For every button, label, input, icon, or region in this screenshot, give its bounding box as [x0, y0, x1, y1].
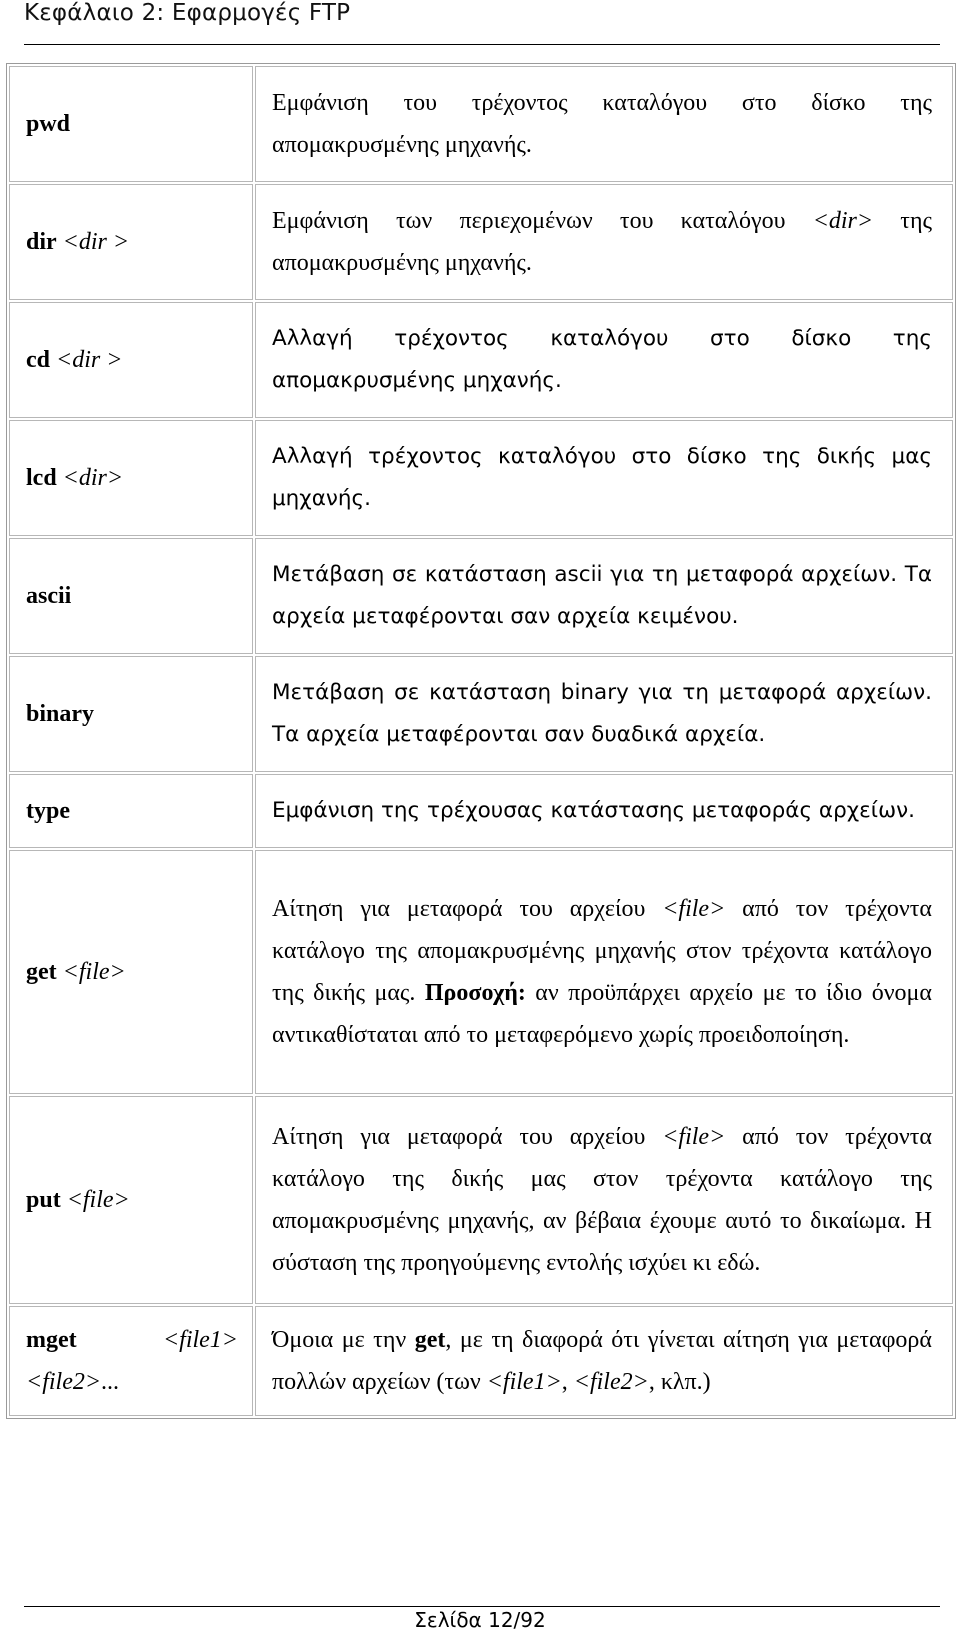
- description-cell: [255, 302, 953, 418]
- command-cell: [9, 774, 253, 848]
- description-text: Αίτηση για μεταφορά του αρχείου: [272, 1124, 663, 1150]
- description-text: ,: [561, 1369, 574, 1395]
- description-text: από τον τρέχοντα κατάλογο της απομακρυσμένης μηχανής στον τρέχοντα κατάλογο της δικής μας.: [272, 896, 932, 1006]
- command-name: pwd: [26, 111, 71, 137]
- command-name: ascii: [26, 583, 72, 609]
- table-row: [9, 1306, 953, 1416]
- command-cell: [9, 850, 253, 1094]
- description-argument: <file2>: [573, 1369, 649, 1395]
- command-argument: <dir >: [62, 229, 130, 255]
- command-argument: <file2>: [26, 1369, 102, 1395]
- description-text: αν προϋπάρχει αρχείο με το ίδιο όνομα αντικαθίσταται από το μεταφερόμενο χωρίς προειδοποίηση.: [272, 980, 933, 1048]
- description-text: , με τη διαφορά ότι γίνεται αίτηση για μεταφορά πολλών αρχείων (των: [272, 1327, 932, 1395]
- command-description: Μετάβαση σε κατάσταση binary για τη μεταφορά αρχείων. Τα αρχεία μεταφέρονται σαν δυαδικά αρχεία.: [272, 680, 932, 747]
- description-argument: <file>: [662, 1124, 726, 1150]
- command-description: Αλλαγή τρέχοντος καταλόγου στο δίσκο της δικής μας μηχανής.: [272, 444, 932, 511]
- command-name: get: [26, 959, 57, 985]
- table-row: [9, 538, 953, 654]
- command-name: dir: [26, 229, 57, 255]
- footer-divider: [24, 1606, 940, 1607]
- command-argument: <dir>: [62, 465, 124, 491]
- description-cell: [255, 1306, 953, 1416]
- table-row: [9, 66, 953, 182]
- table-row: [9, 774, 953, 848]
- command-cell: [9, 302, 253, 418]
- command-description: Αλλαγή τρέχοντος καταλόγου στο δίσκο της απομακρυσμένης μηχανής.: [272, 326, 932, 393]
- description-cell: [255, 66, 953, 182]
- description-cell: [255, 850, 953, 1094]
- command-cell: [9, 1096, 253, 1304]
- command-argument: <dir >: [56, 347, 123, 373]
- table-row: [9, 420, 953, 536]
- command-cell: [9, 656, 253, 772]
- command-cell: [9, 420, 253, 536]
- command-reference: get: [414, 1327, 446, 1353]
- description-cell: [255, 184, 953, 300]
- description-text: της απομακρυσμένης μηχανής.: [272, 208, 932, 276]
- description-text: Εμφάνιση των περιεχομένων του καταλόγου: [272, 208, 813, 234]
- command-description: Εμφάνιση του τρέχοντος καταλόγου στο δίσκο της απομακρυσμένης μηχανής.: [272, 90, 932, 158]
- table-row: [9, 184, 953, 300]
- table-row: [9, 1096, 953, 1304]
- description-text: Αίτηση για μεταφορά του αρχείου: [272, 896, 663, 922]
- description-cell: [255, 420, 953, 536]
- description-cell: [255, 1096, 953, 1304]
- description-cell: [255, 538, 953, 654]
- command-name: cd: [26, 347, 50, 373]
- command-name: put: [26, 1187, 61, 1213]
- header-divider: [24, 44, 940, 45]
- command-cell: [9, 538, 253, 654]
- description-argument: <dir>: [812, 208, 874, 234]
- description-argument: <file1>: [486, 1369, 562, 1395]
- table-row: [9, 302, 953, 418]
- command-cell: [9, 1306, 253, 1416]
- description-text: από τον τρέχοντα κατάλογο της δικής μας στον τρέχοντα κατάλογο της απομακρυσμένης μηχανής, αν βέβαια έχουμε αυτό το δικαίωμα. Η σύσταση της προηγούμενης εντολής ισχύει κι εδώ.: [272, 1124, 932, 1276]
- description-cell: [255, 656, 953, 772]
- command-name: lcd: [26, 465, 57, 491]
- description-cell: [255, 774, 953, 848]
- command-argument: <file>: [62, 959, 126, 985]
- warning-label: Προσοχή:: [424, 980, 526, 1006]
- page-header-title: Κεφάλαιο 2: Εφαρμογές FTP: [24, 0, 351, 26]
- page-number: Σελίδα 12/92: [414, 1608, 546, 1632]
- command-cell: [9, 184, 253, 300]
- description-text: Όμοια με την: [272, 1327, 415, 1353]
- table-row: [9, 850, 953, 1094]
- command-description: Εμφάνιση της τρέχουσας κατάστασης μεταφοράς αρχείων.: [272, 798, 915, 823]
- command-name: binary: [26, 701, 95, 727]
- command-argument: <file>: [66, 1187, 130, 1213]
- table-row: [9, 656, 953, 772]
- ftp-commands-table: [6, 63, 956, 1419]
- command-argument: <file1>: [162, 1327, 238, 1353]
- command-cell: [9, 66, 253, 182]
- description-argument: <file>: [662, 896, 726, 922]
- description-text: , κλπ.): [648, 1369, 711, 1395]
- command-name: type: [26, 798, 70, 824]
- command-name: mget: [26, 1327, 77, 1353]
- command-ellipsis: ...: [101, 1369, 120, 1395]
- command-description: Μετάβαση σε κατάσταση ascii για τη μεταφορά αρχείων. Τα αρχεία μεταφέρονται σαν αρχεία κειμένου.: [272, 562, 932, 629]
